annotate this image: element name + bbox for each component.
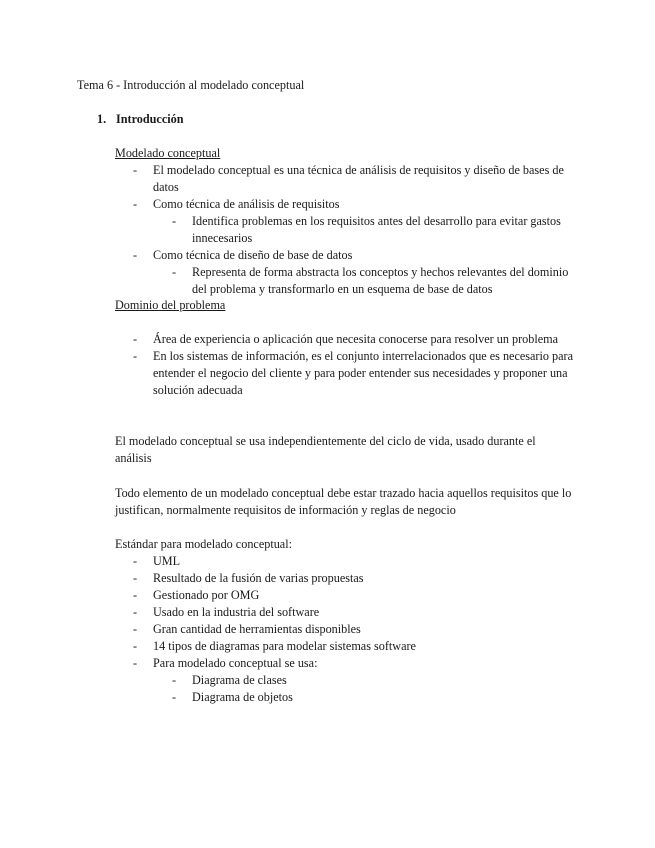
paragraph-ciclo-vida: El modelado conceptual se usa independientemente del ciclo de vida, usado durante el análisis	[115, 434, 536, 465]
sub-list	[172, 264, 578, 298]
list-item: - Diagrama de clases	[172, 673, 287, 687]
section-heading	[97, 111, 184, 128]
modelado-list	[133, 162, 578, 298]
bullet-dash: -	[133, 622, 138, 636]
list-item: - En los sistemas de información, es el conjunto interrelacionados que es necesario para entender el negocio del cliente y para poder entender sus necesidades y proponer una solución adecuada	[133, 349, 573, 397]
list-item: - El modelado conceptual es una técnica de análisis de requisitos y diseño de bases de datos	[133, 163, 564, 194]
sub-list	[172, 213, 578, 247]
bullet-dash: -	[172, 214, 177, 228]
bullet-dash: -	[133, 571, 138, 585]
list-item: - Identifica problemas en los requisitos antes del desarrollo para evitar gastos innecesarios	[172, 214, 561, 245]
document-title: Tema 6 - Introducción al modelado conceptual	[77, 78, 305, 92]
bullet-dash: -	[133, 656, 138, 670]
bullet-dash: -	[133, 605, 138, 619]
list-item: - Para modelado conceptual se usa: - Diagrama de clases - Diagrama de objetos	[153, 655, 578, 706]
bullet-dash: -	[133, 197, 138, 211]
bullet-dash: -	[133, 554, 138, 568]
list-item: - Gestionado por OMG	[133, 588, 260, 602]
bullet-dash: -	[172, 690, 177, 704]
list-item: - Como técnica de diseño de base de datos - Representa de forma abstracta los conceptos y hechos relevantes del dominio del problema y transformarlo en un esquema de base de datos	[153, 247, 578, 298]
list-item: - Como técnica de análisis de requisitos - Identifica problemas en los requisitos antes del desarrollo para evitar gastos innecesarios	[153, 196, 578, 247]
dominio-list	[133, 331, 578, 399]
subheading-dominio: Dominio del problema	[115, 298, 226, 312]
list-item: - Representa de forma abstracta los conceptos y hechos relevantes del dominio del problema y transformarlo en un esquema de base de datos	[172, 265, 569, 296]
subheading-modelado: Modelado conceptual	[115, 146, 221, 160]
estandar-heading: Estándar para modelado conceptual:	[115, 537, 292, 551]
list-item: - Diagrama de objetos	[172, 690, 293, 704]
bullet-dash: -	[133, 639, 138, 653]
bullet-dash: -	[172, 265, 177, 279]
bullet-dash: -	[133, 248, 138, 262]
estandar-list	[133, 553, 578, 706]
list-item: - Usado en la industria del software	[133, 605, 320, 619]
paragraph-trazabilidad: Todo elemento de un modelado conceptual debe estar trazado hacia aquellos requisitos que lo justifican, normalmente requisitos de información y reglas de negocio	[115, 486, 572, 517]
bullet-dash: -	[133, 588, 138, 602]
bullet-dash: -	[172, 673, 177, 687]
list-item: - UML	[133, 554, 181, 568]
bullet-dash: -	[133, 332, 138, 346]
section-number: 1.	[97, 112, 107, 126]
list-item: - Área de experiencia o aplicación que necesita conocerse para resolver un problema	[133, 332, 559, 346]
bullet-dash: -	[133, 349, 138, 363]
list-item: - Gran cantidad de herramientas disponibles	[133, 622, 361, 636]
list-item: - 14 tipos de diagramas para modelar sistemas software	[133, 639, 416, 653]
list-item: - Resultado de la fusión de varias propuestas	[133, 571, 364, 585]
section-label: Introducción	[116, 112, 184, 126]
bullet-dash: -	[133, 163, 138, 177]
